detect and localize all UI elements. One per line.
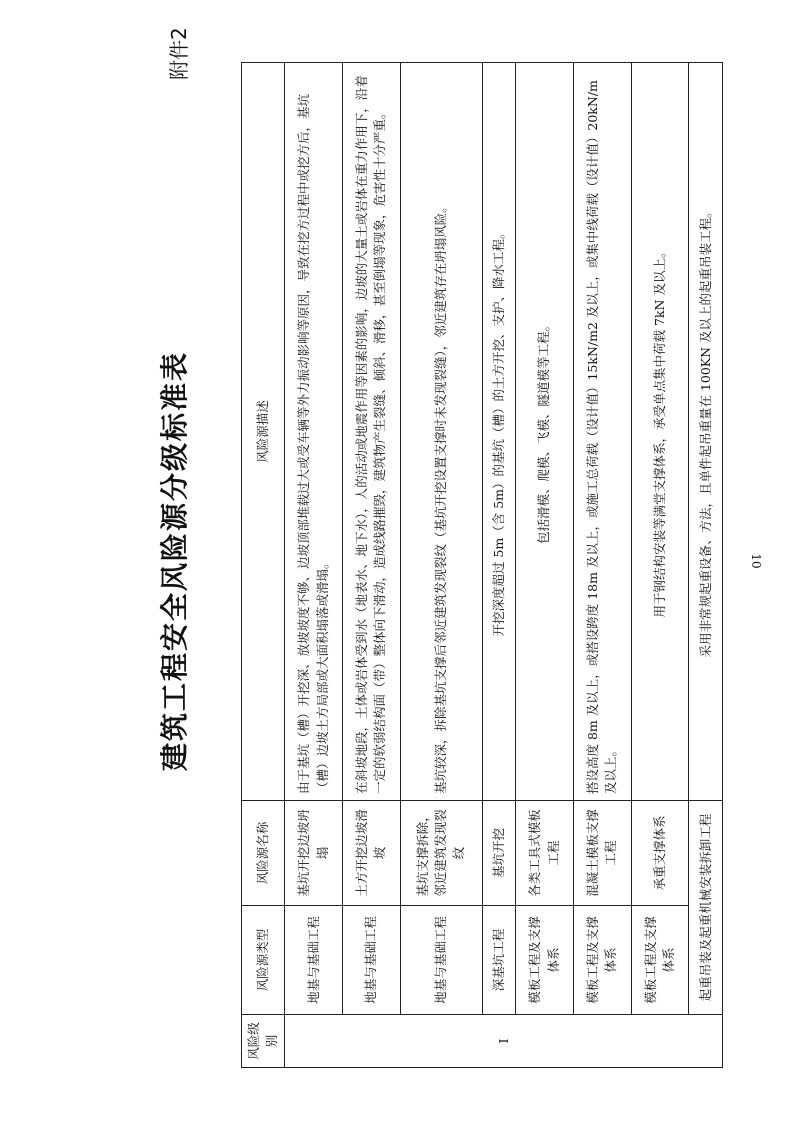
type-cell: 模板工程及支撑体系 bbox=[516, 906, 574, 1015]
name-cell: 基坑开挖 bbox=[482, 801, 516, 906]
desc-cell: 采用非常规起重设备、方法，且单件起吊重量在 100KN 及以上的起重吊装工程。 bbox=[689, 63, 723, 801]
header-name: 风险源名称 bbox=[242, 801, 285, 906]
desc-cell: 由于基坑（槽）开挖深、放坡坡度不够、边坡顶部堆载过大或受车辆等外力振动影响等原因，导致在挖方过程中或挖方后，基坑（槽）边坡土方局部或大面积塌落或滑塌。 bbox=[285, 63, 343, 801]
table-row bbox=[482, 63, 516, 1068]
type-cell: 地基与基础工程 bbox=[285, 906, 343, 1015]
desc-cell: 基坑较深，拆除基坑支撑后邻近建筑发现裂纹（基坑开挖设置支撑时未发现裂缝），邻近建筑存在坍塌风险。 bbox=[400, 63, 482, 801]
name-cell: 土方开挖边坡滑坡 bbox=[342, 801, 400, 906]
desc-cell: 搭设高度 8m 及以上，或搭设跨度 18m 及以上，或施工总荷载（设计值）15kN/m2 及以上，或集中线荷载（设计值）20kN/m 及以上。 bbox=[573, 63, 631, 801]
desc-cell: 开挖深度超过 5m（含 5m）的基坑（槽）的土方开挖、支护、降水工程。 bbox=[482, 63, 516, 801]
type-cell: 深基坑工程 bbox=[482, 906, 516, 1015]
desc-cell: 用于钢结构安装等满堂支撑体系，承受单点集中荷载 7kN 及以上。 bbox=[631, 63, 689, 801]
name-cell: 基坑开挖边坡坍塌 bbox=[285, 801, 343, 906]
table-row bbox=[631, 63, 689, 1068]
type-cell: 起重吊装及起重机械安装拆卸工程 bbox=[689, 801, 723, 1015]
name-cell: 各类工具式模板工程 bbox=[516, 801, 574, 906]
type-cell: 模板工程及支撑体系 bbox=[573, 906, 631, 1015]
name-cell: 承重支撑体系 bbox=[631, 801, 689, 906]
attachment-label: 附件2 bbox=[167, 27, 191, 80]
header-desc: 风险源描述 bbox=[242, 63, 285, 801]
table-row bbox=[516, 63, 574, 1068]
header-type: 风险源类型 bbox=[242, 906, 285, 1015]
page-title: 建筑工程安全风险源分级标准表 bbox=[158, 351, 191, 772]
table-row bbox=[285, 63, 343, 1068]
desc-cell: 包括滑模、爬模、飞模、隧道模等工程。 bbox=[516, 63, 574, 801]
desc-cell: 在斜坡地段，土体或岩体受到水（地表水、地下水），人的活动或地震作用等因素的影响，边坡的大量土或岩体在重力作用下，沿着一定的软弱结构面（带）整体向下滑动，造成线路摧毁，建筑物产生裂缝、倾斜、滑移，甚至倒塌等现象，危害性十分严重。 bbox=[342, 63, 400, 801]
header-level: 风险级别 bbox=[242, 1015, 285, 1068]
page-number: 10 bbox=[749, 553, 763, 569]
name-cell: 混凝土模板支撑工程 bbox=[573, 801, 631, 906]
type-cell: 地基与基础工程 bbox=[342, 906, 400, 1015]
table-header-row bbox=[242, 63, 285, 1068]
type-cell: 模板工程及支撑体系 bbox=[631, 906, 689, 1015]
name-cell: 基坑支撑拆除，邻近建筑发现裂纹 bbox=[400, 801, 482, 906]
type-cell: 地基与基础工程 bbox=[400, 906, 482, 1015]
table-row bbox=[400, 63, 482, 1068]
level-cell: I bbox=[285, 1015, 723, 1068]
table-row bbox=[689, 63, 723, 1068]
table-row bbox=[342, 63, 400, 1068]
table-row bbox=[573, 63, 631, 1068]
risk-table bbox=[241, 62, 723, 1068]
